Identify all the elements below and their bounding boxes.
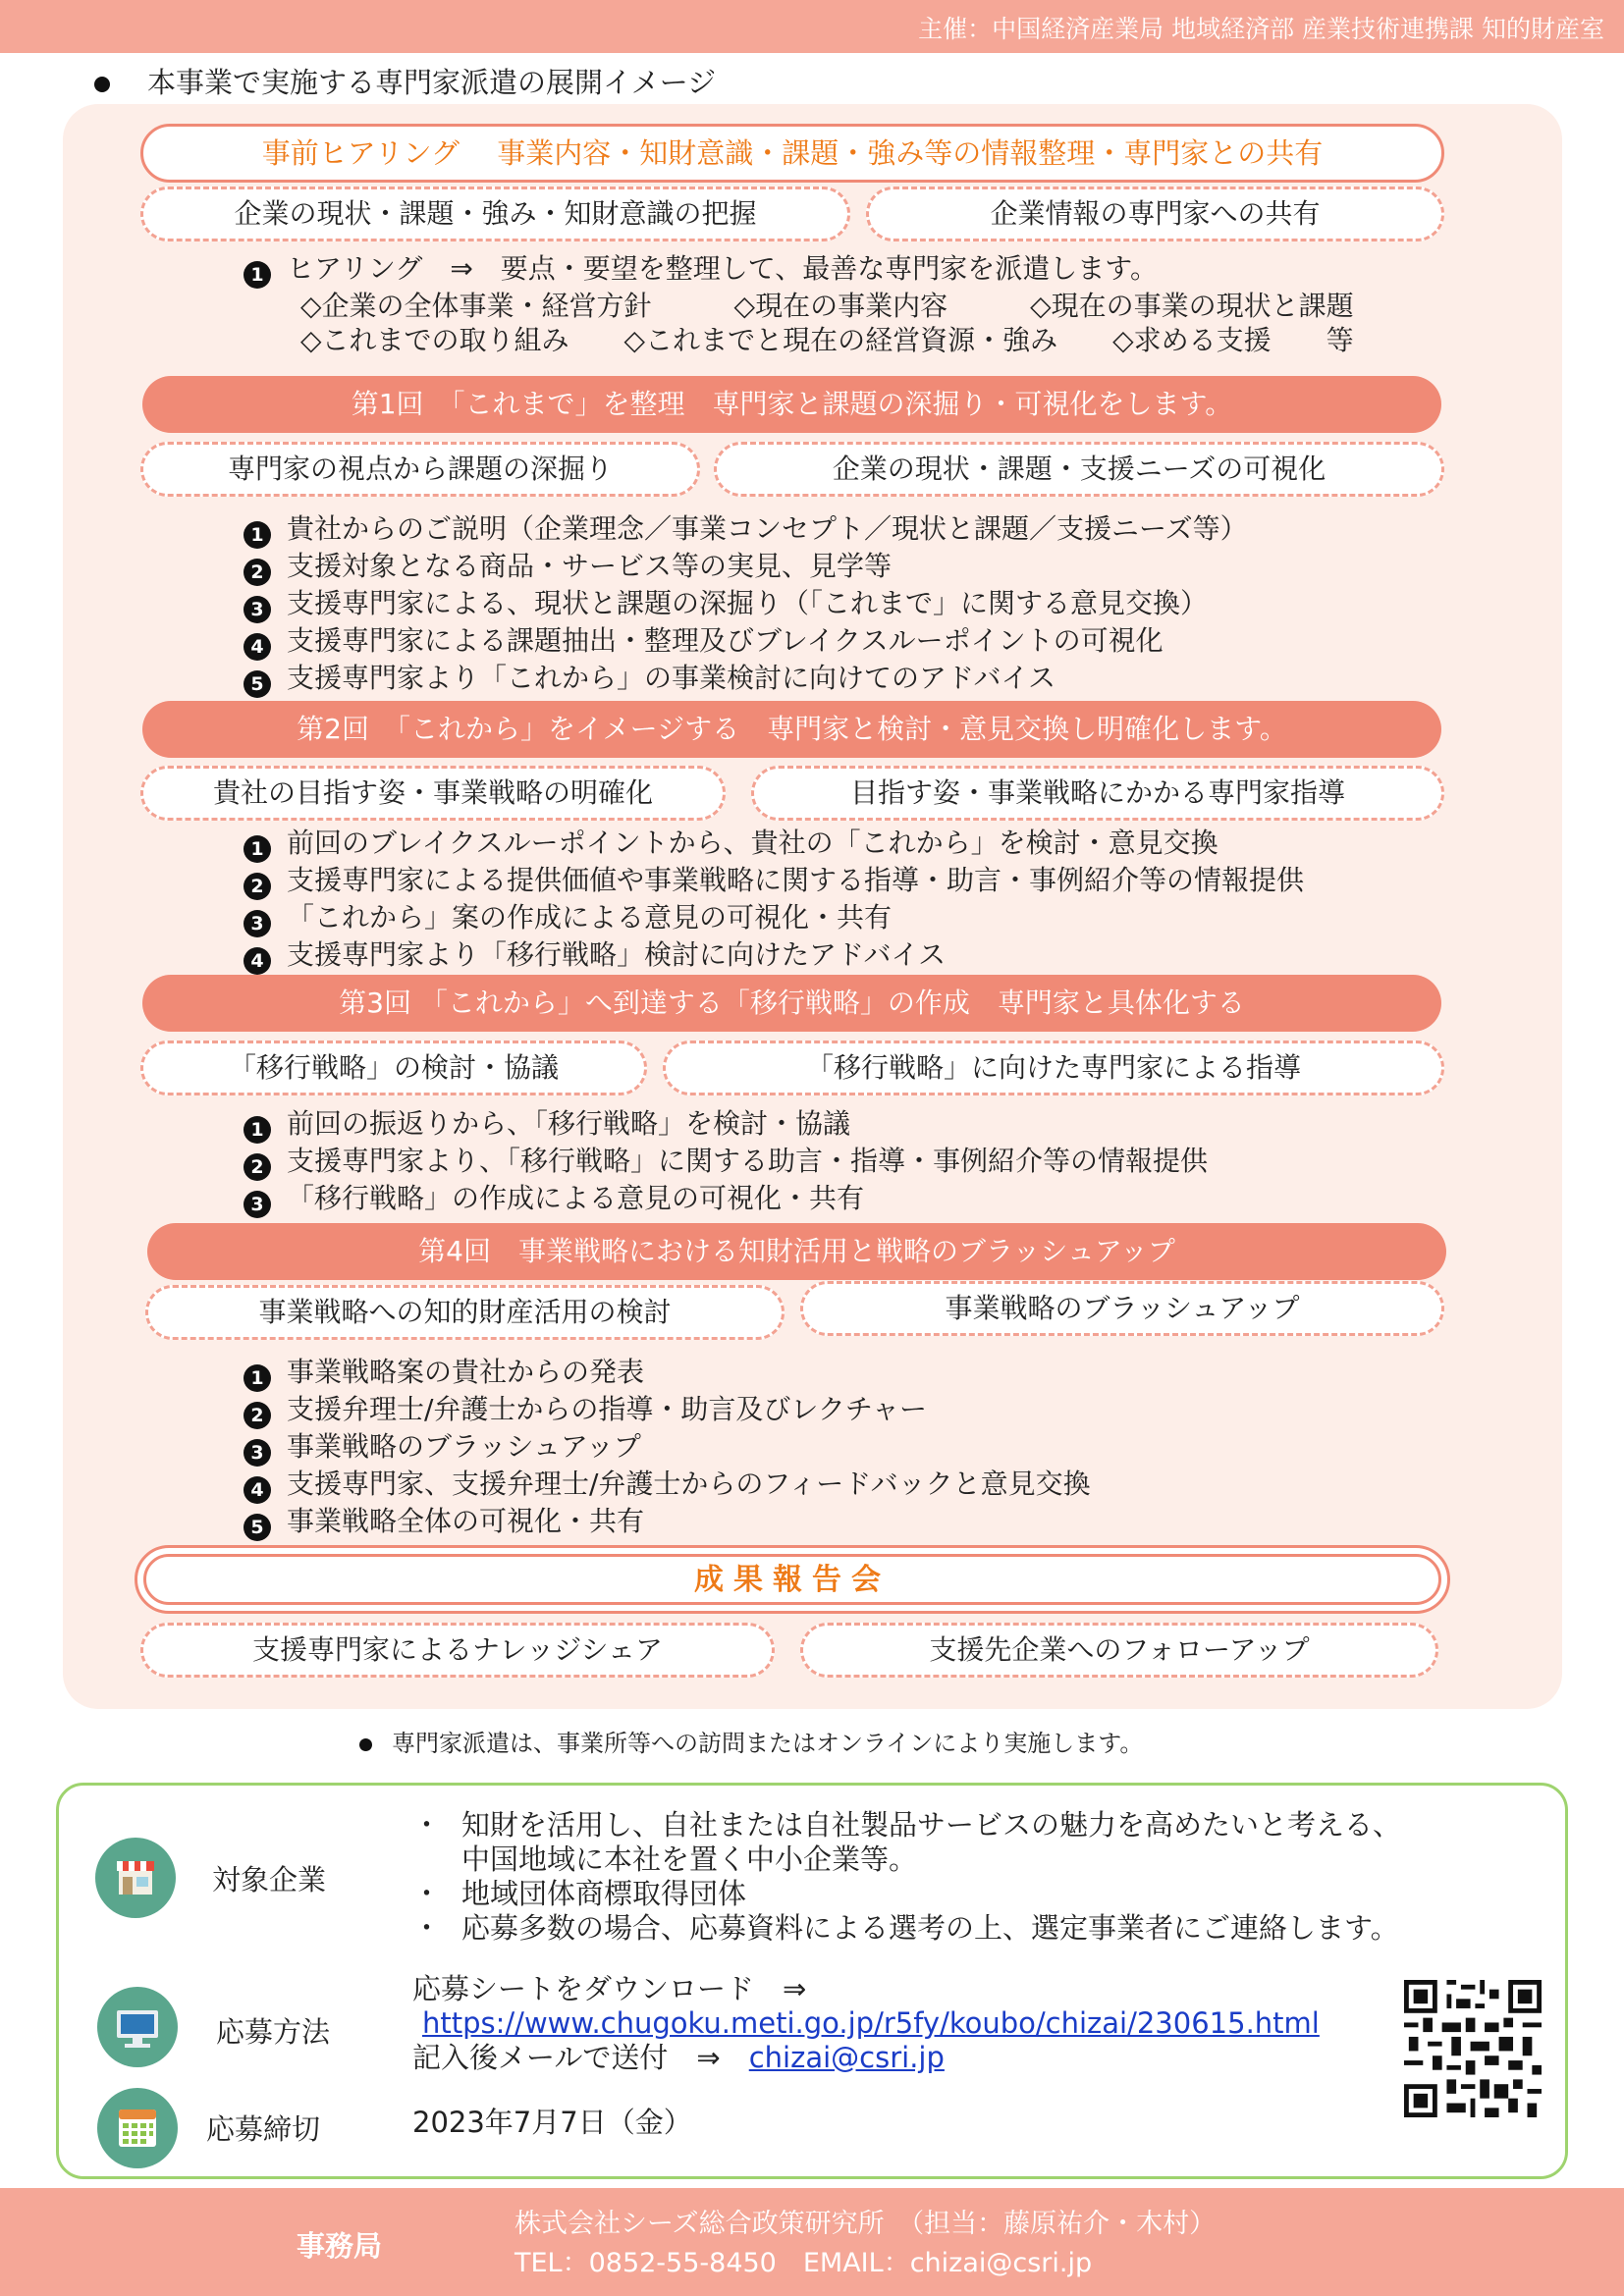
apply-text: 応募シートをダウンロード ⇒ https://www.chugoku.meti.go.jp/r5fy/koubo/chizai/230615.html 記入後メールで送付 ⇒ chizai@csri.jp	[412, 1972, 1320, 2074]
list-item: ◇これまでの取り組み ◇これまでと現在の経営資源・強み ◇求める支援 等	[300, 324, 1354, 356]
footer-contact: TEL：0852-55-8450 EMAIL：chizai@csri.jp	[514, 2248, 1093, 2278]
number-badge-icon: 1	[244, 521, 271, 549]
round2-sub-right: 目指す姿・事業戦略にかかる専門家指導	[751, 766, 1444, 821]
intro-heading: 本事業で実施する専門家派遣の展開イメージ	[94, 61, 716, 101]
list-item: 4 支援専門家、支援弁理士/弁護士からのフィードバックと意見交換	[244, 1467, 1091, 1504]
list-item: 1 貴社からのご説明（企業理念／事業コンセプト／現状と課題／支援ニーズ等）	[244, 511, 1248, 549]
target-text	[412, 1808, 1401, 1946]
footer-company: 株式会社シーズ総合政策研究所 （担当：藤原祐介・木村）	[514, 2209, 1217, 2239]
list-item: 2 支援専門家より、「移行戦略」に関する助言・指導・事例紹介等の情報提供	[244, 1144, 1208, 1181]
number-badge-icon: 4	[244, 1476, 271, 1504]
email-link[interactable]: chizai@csri.jp	[748, 2041, 945, 2074]
deadline-label: 応募締切	[206, 2112, 321, 2146]
list-item: 2 支援対象となる商品・サービス等の実見、見学等	[244, 549, 1248, 586]
list-item: 3 支援専門家による、現状と課題の深掘り（「これまで」に関する意見交換）	[244, 586, 1248, 623]
list-item: 3 「移行戦略」の作成による意見の可視化・共有	[244, 1181, 1208, 1218]
number-badge-icon: 4	[244, 947, 271, 975]
results-title-frame	[135, 1545, 1450, 1614]
list-item: 4 支援専門家より「移行戦略」検討に向けたアドバイス	[244, 937, 1304, 975]
bullet-dot-icon	[94, 77, 110, 92]
round4-sub-right: 事業戦略のブラッシュアップ	[800, 1281, 1444, 1336]
round3-title: 第3回 「これから」へ到達する「移行戦略」の作成 専門家と具体化する	[142, 975, 1441, 1032]
calendar-icon	[97, 2088, 178, 2168]
list-item: 1 前回の振返りから、「移行戦略」を検討・協議	[244, 1106, 1208, 1144]
list-item: 5 支援専門家より「これから」の事業検討に向けてのアドバイス	[244, 661, 1248, 698]
number-badge-icon: 3	[244, 1191, 271, 1218]
round2-sub-left: 貴社の目指す姿・事業戦略の明確化	[140, 766, 726, 821]
round1-list	[244, 511, 1248, 698]
number-badge-icon: 3	[244, 596, 271, 623]
number-badge-icon: 1	[244, 1364, 271, 1392]
round4-sub-left: 事業戦略への知的財産活用の検討	[145, 1285, 785, 1340]
number-badge-icon: 2	[244, 873, 271, 900]
round4-list	[244, 1355, 1091, 1541]
apply-label: 応募方法	[216, 2015, 331, 2049]
bullet-dot-icon	[359, 1738, 372, 1751]
round2-list	[244, 826, 1304, 975]
results-sub-right: 支援先企業へのフォローアップ	[800, 1623, 1438, 1678]
number-badge-icon: 5	[244, 1514, 271, 1541]
list-item: 3 「これから」案の作成による意見の可視化・共有	[244, 900, 1304, 937]
round1-sub-left: 専門家の視点から課題の深掘り	[140, 442, 700, 497]
pre-hearing-sub-right: 企業情報の専門家への共有	[866, 187, 1444, 241]
storefront-icon	[95, 1838, 176, 1918]
target-label: 対象企業	[212, 1863, 327, 1896]
list-item: 1 ヒアリング ⇒ 要点・要望を整理して、最善な専門家を派遣します。	[244, 251, 1354, 289]
number-badge-icon: 1	[244, 261, 271, 289]
round3-sub-right: 「移行戦略」に向けた専門家による指導	[663, 1041, 1444, 1095]
footer-label: 事務局	[297, 2229, 383, 2263]
pre-hearing-sub-left: 企業の現状・課題・強み・知財意識の把握	[140, 187, 850, 241]
computer-icon	[97, 1987, 178, 2067]
dispatch-note: 専門家派遣は、事業所等への訪問またはオンラインにより実施します。	[359, 1724, 1143, 1758]
list-item: ・ 応募多数の場合、応募資料による選考の上、選定事業者にご連絡します。	[412, 1911, 1399, 1945]
deadline-date: 2023年7月7日（金）	[412, 2106, 692, 2139]
qr-code-icon[interactable]	[1404, 1980, 1542, 2117]
header-bar	[0, 0, 1624, 53]
number-badge-icon: 1	[244, 835, 271, 863]
round1-sub-right: 企業の現状・課題・支援ニーズの可視化	[714, 442, 1444, 497]
download-link[interactable]: https://www.chugoku.meti.go.jp/r5fy/koubo/chizai/230615.html	[422, 2006, 1320, 2040]
number-badge-icon: 3	[244, 1439, 271, 1467]
list-item: 2 支援弁理士/弁護士からの指導・助言及びレクチャー	[244, 1392, 1091, 1429]
number-badge-icon: 3	[244, 910, 271, 937]
list-item: 5 事業戦略全体の可視化・共有	[244, 1504, 1091, 1541]
list-item: 1 前回のブレイクスルーポイントから、貴社の「これから」を検討・意見交換	[244, 826, 1304, 863]
round2-title: 第2回 「これから」をイメージする 専門家と検討・意見交換し明確化します。	[142, 701, 1441, 758]
pre-hearing-title: 事前ヒアリング 事業内容・知財意識・課題・強み等の情報整理・専門家との共有	[140, 124, 1444, 183]
results-sub-left: 支援専門家によるナレッジシェア	[140, 1623, 775, 1678]
results-title: 成果報告会	[143, 1554, 1441, 1605]
number-badge-icon: 2	[244, 559, 271, 586]
number-badge-icon: 1	[244, 1116, 271, 1144]
list-item: 3 事業戦略のブラッシュアップ	[244, 1429, 1091, 1467]
number-badge-icon: 2	[244, 1153, 271, 1181]
list-item: ・ 地域団体商標取得団体	[412, 1877, 747, 1910]
pre-hearing-list	[244, 251, 1354, 357]
round3-list	[244, 1106, 1208, 1218]
number-badge-icon: 5	[244, 670, 271, 698]
list-item: 2 支援専門家による提供価値や事業戦略に関する指導・助言・事例紹介等の情報提供	[244, 863, 1304, 900]
footer-bar	[0, 2188, 1624, 2296]
number-badge-icon: 2	[244, 1402, 271, 1429]
round3-sub-left: 「移行戦略」の検討・協議	[140, 1041, 647, 1095]
organizer-text: 主催：中国経済産業局 地域経済部 産業技術連携課 知的財産室	[918, 15, 1604, 43]
round1-title: 第1回 「これまで」を整理 専門家と課題の深掘り・可視化をします。	[142, 376, 1441, 433]
list-item: 4 支援専門家による課題抽出・整理及びブレイクスルーポイントの可視化	[244, 623, 1248, 661]
list-item: ◇企業の全体事業・経営方針 ◇現在の事業内容 ◇現在の事業の現状と課題	[300, 290, 1354, 322]
list-item: 中国地域に本社を置く中小企業等。	[461, 1842, 918, 1876]
list-item: 1 事業戦略案の貴社からの発表	[244, 1355, 1091, 1392]
number-badge-icon: 4	[244, 633, 271, 661]
list-item: ・ 知財を活用し、自社または自社製品サービスの魅力を高めたいと考える、	[412, 1808, 1402, 1842]
round4-title: 第4回 事業戦略における知財活用と戦略のブラッシュアップ	[147, 1223, 1446, 1280]
